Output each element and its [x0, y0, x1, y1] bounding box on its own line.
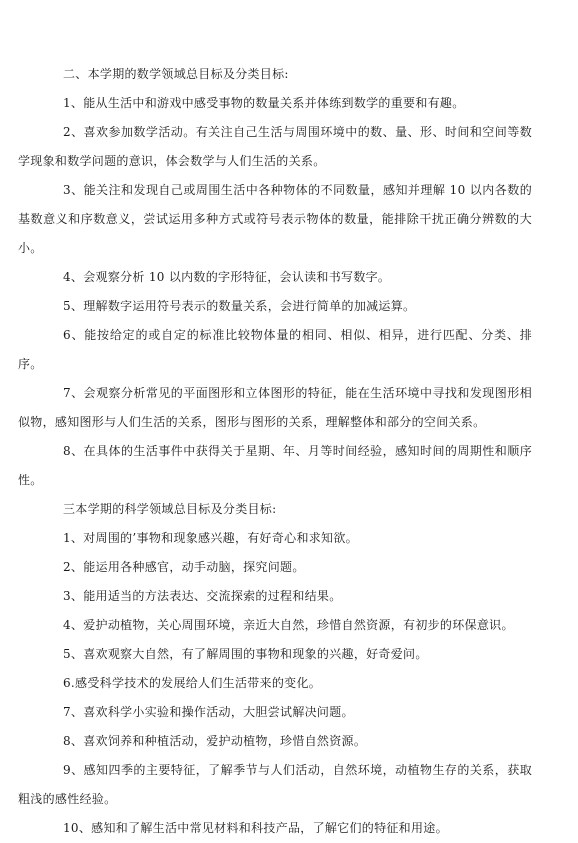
science-item-5: 5、喜欢观察大自然，有了解周围的事物和现象的兴趣，好奇爱问。 — [63, 647, 428, 661]
science-item-4: 4、爱护动植物，关心周围环境，亲近大自然，珍惜自然资源，有初步的环保意识。 — [63, 618, 514, 632]
science-item-10: 10、感知和了解生活中常见材料和科技产品，了解它们的特征和用途。 — [63, 821, 448, 835]
science-item-6: 6.感受科学技术的发展给人们生活带来的变化。 — [63, 676, 322, 690]
math-item-6: 6、能按给定的或自定的标准比较物体量的相同、相似、相异，进行匹配、分类、排序。 — [18, 328, 532, 371]
science-item-1: 1、对周围的’事物和现象感兴趣，有好奇心和求知欲。 — [63, 531, 358, 545]
math-item-4: 4、会观察分析 10 以内数的字形特征，会认读和书写数字。 — [63, 270, 391, 284]
science-item-9: 9、感知四季的主要特征，了解季节与人们活动，自然环境，动植物生存的关系，获取粗浅的感性经验。 — [18, 763, 532, 806]
math-item-8: 8、在具体的生活事件中获得关于星期、年、月等时间经验，感知时间的周期性和顺序性。 — [18, 444, 532, 487]
math-item-7: 7、会观察分析常见的平面图形和立体图形的特征，能在生活环境中寻找和发现图形相似物，感知图形与人们生活的关系，图形与图形的关系，理解整体和部分的空间关系。 — [18, 386, 532, 429]
science-item-8: 8、喜欢饲养和种植活动，爱护动植物，珍惜自然资源。 — [63, 734, 367, 748]
science-item-2: 2、能运用各种感官，动手动脑，探究问题。 — [63, 560, 305, 574]
science-section-heading: 三本学期的科学领域总目标及分类目标: — [63, 502, 277, 516]
science-item-3: 3、能用适当的方法表达、交流探索的过程和结果。 — [63, 589, 342, 603]
math-item-3: 3、能关注和发现自己或周围生活中各种物体的不同数量，感知并理解 10 以内各数的基数意义和序数意义，尝试运用多种方式或符号表示物体的数量，能排除干扰正确分辨数的大小。 — [18, 183, 532, 255]
math-item-5: 5、理解数字运用符号表示的数量关系，会进行简单的加减运算。 — [63, 299, 416, 313]
math-section-heading: 二、本学期的数学领域总目标及分类目标: — [63, 67, 289, 81]
math-item-2: 2、喜欢参加数学活动。有关注自己生活与周围环境中的数、量、形、时间和空间等数学现象和数学问题的意识，体会数学与人们生活的关系。 — [18, 125, 532, 168]
science-item-7: 7、喜欢科学小实验和操作活动，大胆尝试解决问题。 — [63, 705, 354, 719]
math-item-1: 1、能从生活中和游戏中感受事物的数量关系并体练到数学的重要和有趣。 — [63, 96, 465, 110]
